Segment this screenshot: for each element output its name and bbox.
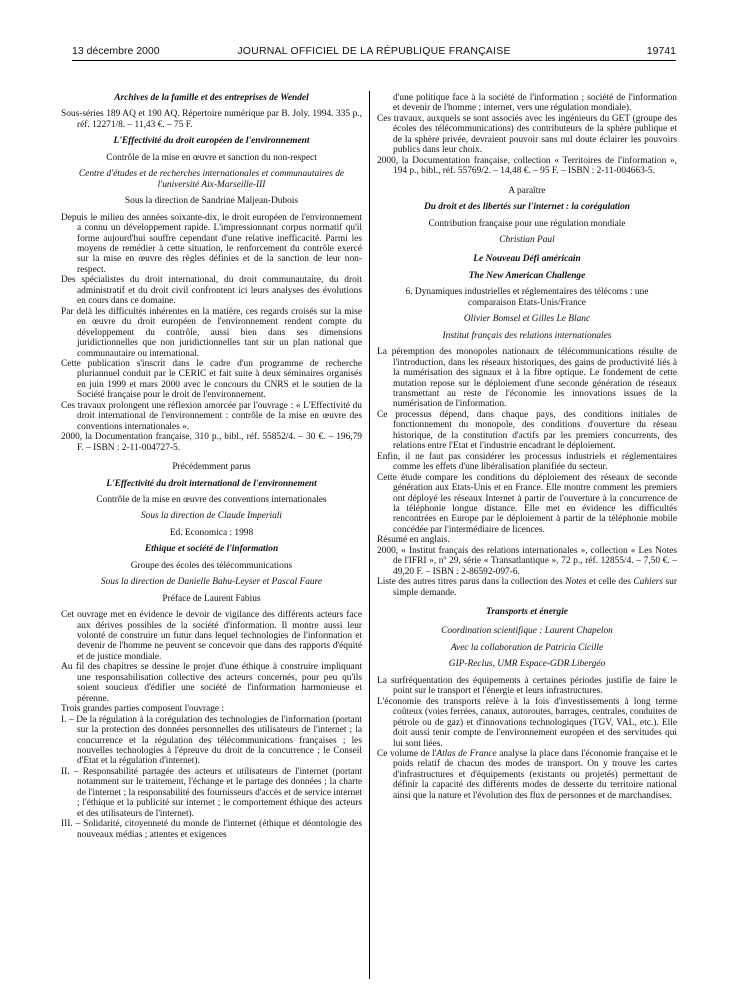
defi-title-en: The New American Challenge <box>468 270 586 281</box>
ethics-paragraph: Au fil des chapitres se dessine le projet d'une éthique à construire impliquant une responsabilisation collective des acteurs concernés, pour peu qu'ils soient soucieux d'édifier une société de l'information harmonieuse et pérenne. <box>61 662 362 704</box>
intl-editor: Ed. Economica : 1998 <box>169 527 254 538</box>
ethics-preface: Préface de Laurent Fabius <box>162 593 261 604</box>
page-number: 19741 <box>646 45 676 57</box>
defi-paragraph: Ce processus dépend, dans chaque pays, des conditions initiales de fonctionnement du monopole, des conditions d'ouverture du réseau historique, de la constitution d'actifs par les premiers concurrents, des relations entre l'Etat et l'industrie encadrant le déploiement. <box>377 409 677 452</box>
ethics-part: II. – Responsabilité partagée des acteurs et utilisateurs de l'internet (portant notamment sur le traitement, l'échange et le partage des données ; la charte de l'internet ; la responsabilité des fournisseurs d'accès et de service internet ; l'éthique et la publicité sur internet ; le comportement éthique des acteurs et des utilisateurs de l'internet). <box>61 766 362 819</box>
defi-paragraph: Résumé en anglais. <box>377 535 450 546</box>
ethics-direction: Sous la direction de Danielle Bahu-Leyser et Pascal Faure <box>100 577 323 588</box>
defi-paragraph: La péremption des monopoles nationaux de télécommunications résulte de l'introduction, dans les réseaux historiques, des gains de productivité liés à la numérisation des signaux et à la fibre optique. Le fondement de cette mutation repose sur le déploiement d'une seconde génération de réseaux transmettant au reste de l'économie les innovations issues de la numérisation de l'information. <box>377 347 677 410</box>
header-rule <box>72 60 676 61</box>
defi-authors: Olivier Bomsel et Gilles Le Blanc <box>463 314 591 325</box>
env-subtitle: Contrôle de la mise en œuvre et sanction du non-respect <box>106 152 317 163</box>
defi-paragraph: Enfin, il ne faut pas considérer les processus industriels et réglementaires comme les effets d'une libéralisation planifiée du secteur. <box>377 451 677 473</box>
transport-paragraph: La surfréquentation des équipements à certaines périodes justifie de faire le point sur le transport et l'énergie et leurs infrastructures. <box>377 675 677 697</box>
env-reference: 2000, la Documentation française, 310 p., bibl., réf. 55852/4. – 30 €. – 196,79 F. – ISBN : 2-11-004727-5. <box>61 432 362 453</box>
env-paragraph: Par delà les difficultés inhérentes en la matière, ces regards croisés sur la mise en œuvre du droit européen de l'environnement rendent compte du développement du contrôle, aussi bien dans ses dimensions juridictionnelles que non juridictionnelles tant sur un plan national que communautaire ou international. <box>61 306 362 359</box>
transport-unit: GIP-Reclus, UMR Espace-GDR Libergéo <box>448 659 606 670</box>
ethics-paragraph: Trois grandes parties composent l'ouvrage : <box>61 704 225 715</box>
forthcoming-heading: A paraître <box>508 185 546 196</box>
previously-published: Précédemment parus <box>172 462 251 473</box>
wendel-title: Archives de la famille et des entreprises de Wendel <box>114 93 309 103</box>
transport-coordination: Coordination scientifique : Laurent Chapelon <box>441 626 613 637</box>
env-paragraph: Ces travaux prolongent une réflexion amorcée par l'ouvrage : « L'Effectivité du droit international de l'environnement : contrôle de la mise en œuvre des conventions internationales ». <box>61 400 362 432</box>
notes-list-text: Liste des autres titres parus dans la collection des Notes et celle des Cahiers sur simple demande. <box>377 577 677 598</box>
defi-subtitle: 6. Dynamiques industrielles et réglementaires des télécoms : une comparaison Etats-Unis/France <box>405 287 649 308</box>
transport-title: Transports et énergie <box>486 607 568 618</box>
header-date: 13 décembre 2000 <box>72 45 160 57</box>
defi-institute: Institut français des relations internationales <box>442 330 612 341</box>
coreg-subtitle: Contribution française pour une régulation mondiale <box>428 218 626 229</box>
left-column <box>61 93 362 840</box>
atlas-paragraph: Ce volume de l'Atlas de France analyse la place dans l'économie française et le poids relatif de chacun des modes de transport. On y trouve les cartes d'infrastructures et d'équipements (existants ou projetés) permettant de définir la capacité des différents modes de desserte du territoire national ainsi que la nature et l'évolution des flux de personnes et de marchandises. <box>377 749 677 801</box>
right-column <box>377 93 677 801</box>
journal-title: JOURNAL OFFICIEL DE LA RÉPUBLIQUE FRANÇAISE <box>237 45 511 57</box>
env-paragraph: Depuis le milieu des années soixante-dix, le droit européen de l'environnement a connu un développement rapide. L'impressionnant corpus normatif qu'il forme aujourd'hui souffre cependant d'une relative inefficacité. Parmi les moyens de remédier à cette situation, le renforcement du contrôle exercé sur la mise en œuvre des règles définies et de la sanction de leur non-respect. <box>61 212 362 275</box>
intl-title: L'Effectivité du droit international de l'environnement <box>106 478 317 489</box>
wendel-reference: Sous-séries 189 AQ et 190 AQ. Répertoire numérique par B. Joly. 1994. 335 p., réf. 12271/8. – 11,43 €. – 75 F. <box>61 109 362 130</box>
transport-paragraph: L'économie des transports relève à la fois d'investissements à long terme coûteux (voies ferrées, canaux, autoroutes, barrages, centrales, conduites de pétrole ou de gaz) et d'innovations technologiques (TGV, VAL, etc.). Elle doit aussi tenir compte de l'environnement européen et des servitudes qui lui sont liées. <box>377 696 677 749</box>
env-centre: Centre d'études et de recherches internationales et communautaires de l'université Aix-Marseille-III <box>78 169 345 190</box>
coreg-author: Christian Paul <box>499 234 555 245</box>
page-header <box>72 45 676 61</box>
transport-collaboration: Avec la collaboration de Patricia Cicille <box>450 642 604 653</box>
coreg-title: Du droit et des libertés sur l'internet : la corégulation <box>423 202 630 213</box>
defi-reference: 2000, « Institut français des relations internationales », collection « Les Notes de l'IFRI », nº 29, série « Transatlantique », 72 p., réf. 12855/4. – 7,50 €. – 49,20 F. – ISBN : 2-86592-097-6. <box>377 545 677 577</box>
env-paragraph: Cette publication s'inscrit dans le cadre d'un programme de recherche pluriannuel conduit par le CERIC et fait suite à deux séminaires organisés en juin 1999 et mars 2000 avec le concours du CNRS et le soutien de la Société française pour le droit de l'environnement. <box>61 358 362 401</box>
defi-title: Le Nouveau Défi américain <box>473 254 581 265</box>
ethics-paragraph: Cet ouvrage met en évidence le devoir de vigilance des différents acteurs face aux dérives possibles de la société d'information. Il montre aussi leur volonté de construire un futur dans lequel technologies de l'information et devenir de l'homme ne peuvent se concevoir que dans des rapports d'équité et de justice mondiale. <box>61 610 362 662</box>
column-divider <box>369 91 370 979</box>
ethics-title: Ethique et société de l'information <box>144 544 279 555</box>
intl-direction: Sous la direction de Claude Imperiali <box>140 511 283 522</box>
ethics-continuation: Ces travaux, auxquels se sont associés avec les ingénieurs du GET (groupe des écoles des télécommunications) des contributeurs de la sphère publique et de la sphère privée, devraient pouvoir sans nul doute éclairer les pouvoirs publics dans leur choix. <box>377 113 677 156</box>
env-title: L'Effectivité du droit européen de l'environnement <box>113 136 310 147</box>
intl-subtitle: Contrôle de la mise en œuvre des conventions internationales <box>96 494 327 505</box>
defi-paragraph: Cette étude compare les conditions du déploiement des réseaux de seconde génération aux Etats-Unis et en France. Elle montre comment les premiers ont déployé les réseaux Internet à partir de l'ouverture à la concurrence de la téléphonie longue distance. Elle met en évidence les difficultés rencontrées en Europe par le déploiement à partir de la téléphonie mobile concédée par l'intermédiaire de licences. <box>377 472 677 535</box>
ethics-reference: 2000, la Documentation française, collection « Territoires de l'information », 194 p., bibl., réf. 55769/2. – 14,48 €. – 95 F. – ISBN : 2-11-004663-5. <box>377 155 677 177</box>
ethics-continuation: d'une politique face à la société de l'information ; société de l'information et devenir de l'homme ; internet, vers une régulation mondiale). <box>393 93 677 114</box>
env-paragraph: Des spécialistes du droit international, du droit communautaire, du droit administratif et du droit civil confrontent ici leurs analyses des évolutions en cours dans ce domaine. <box>61 275 362 307</box>
env-direction: Sous la direction de Sandrine Maljean-Dubois <box>124 196 299 207</box>
ethics-part: I. – De la régulation à la corégulation des technologies de l'information (portant sur la protection des données personnelles des utilisateurs de l'internet ; la concurrence et la régulation des télécommunications françaises ; les nouvelles technologies à l'épreuve du droit de la concurrence ; le Conseil d'Etat et la régulation d'internet). <box>61 714 362 767</box>
ethics-part: III. – Solidarité, citoyenneté du monde de l'internet (éthique et déontologie des nouveaux médias ; attentes et exigences <box>61 819 362 840</box>
ethics-group: Groupe des écoles des télécommunications <box>130 560 293 571</box>
